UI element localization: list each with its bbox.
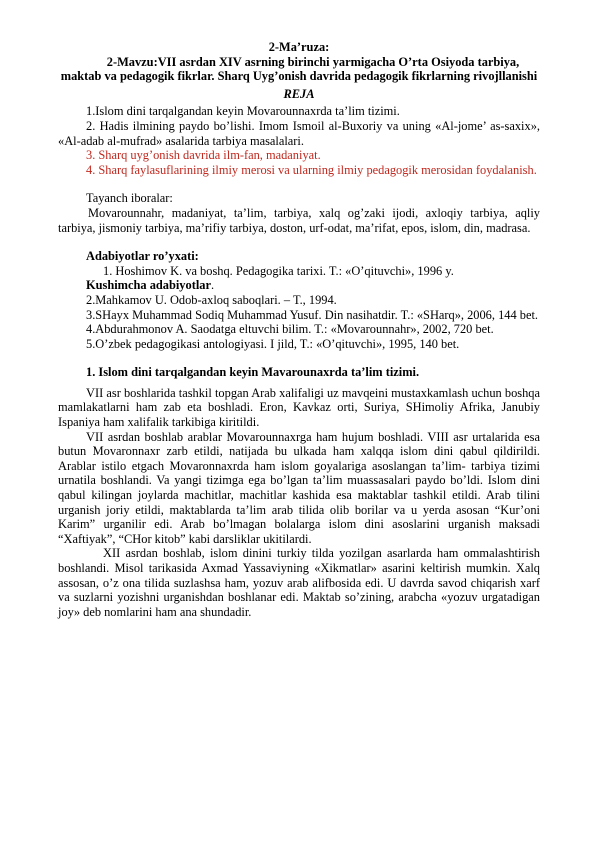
- extra-literature-heading-text: Kushimcha adabiyotlar: [86, 278, 211, 293]
- keywords-text: Movarounnahr, madaniyat, ta’lim, tarbiya, xalq og’zaki ijodi, axloqiy tarbiya, aqliy tarbiya, jismoniy tarbiya, ma’rifiy tarbiya, doston, urf-odat, ma’rifat, epos, islom, din, madrasa.: [58, 205, 540, 235]
- plan-heading: REJA: [283, 86, 315, 101]
- plan-item-3: 3. Sharq uyg’onish davrida ilm-fan, madaniyat.: [86, 148, 321, 163]
- plan-item-2: 2. Hadis ilmining paydo bo’lishi. Imom Ismoil al-Buxoriy va uning «Al-jome’ as-saxix», «Al-adab al-mufrad» asalarida tarbiya masalalari.: [58, 118, 540, 148]
- literature-item-2: 2.Mahkamov U. Odob-axloq saboqlari. – T., 1994.: [86, 292, 337, 307]
- section-1-heading: 1. Islom dini tarqalgandan keyin Mavarounaxrda ta’lim tizimi.: [86, 365, 420, 380]
- topic-title: 2-Mavzu:VII asrdan XIV asrning birinchi yarmigacha O’rta Osiyoda tarbiya, maktab va pedagogik fikrlar. Sharq Uyg’onish davrida pedagogik fikrlarning rivojllanishi: [60, 54, 538, 84]
- section-1-paragraph-1: VII asr boshlarida tashkil topgan Arab xalifaligi uz mavqeini mustaxkamlash uchun boshqa mamlakatlarni ham zab eta boshladi. Eron, Kavkaz orti, Suriya, SHimoliy Afrika, Janubiy Ispaniya ham xalifalik tarkibiga kiritildi.: [58, 385, 540, 430]
- literature-item-5: 5.O’zbek pedagogikasi antologiyasi. I jild, T.: «O’qituvchi», 1995, 140 bet.: [86, 336, 460, 351]
- section-1-paragraph-2: VII asrdan boshlab arablar Movarounnaxrga ham hujum boshladi. VIII asr urtalarida esa butun Movaronnaxr zarb etildi, natijada bu ulkada ham xalqqa islom dini qabul qildirildi. Arablar istilo etgach Movaronnaxrda ham islom goyalariga asoslangan ta’lim- tarbiya tizimi urnatila boshlandi. Va yangi tizimga ega bo’lgan ta’lim muassasalari paydo bo’ldi. Islom dini qabul kilingan joylarda machitlar, machitlar kashida esa maktablar tashkil etildi. Arab tilini urganish joriy etildi, maktablarda ta’lim arab tilida olib borilar va u yerda asosan “Kur’oni Karim” urganilir edi. Arab bo’lmagan bolalarga islom dini asoslarini urganish maksadi “Xaftiyak”, “CHor kitob” kabi darsliklar ukitilardi.: [58, 429, 540, 546]
- literature-item-4: 4.Abdurahmonov A. Saodatga eltuvchi bilim. T.: «Movarounnahr», 2002, 720 bet.: [86, 322, 494, 337]
- keywords-heading: Tayanch iboralar:: [86, 191, 173, 206]
- document-page: [58, 40, 540, 619]
- extra-literature-heading: [58, 278, 540, 293]
- lecture-number: 2-Ma’ruza:: [268, 40, 330, 54]
- plan-item-1: 1.Islom dini tarqalgandan keyin Movarounnaxrda ta’lim tizimi.: [86, 104, 400, 119]
- plan-item-4: 4. Sharq faylasuflarining ilmiy merosi va ularning ilmiy pedagogik merosidan foydalanish.: [86, 162, 537, 177]
- literature-heading: Adabiyotlar ro’yxati:: [86, 249, 199, 264]
- literature-main: 1. Hoshimov K. va boshq. Pedagogika tarixi. T.: «O’qituvchi», 1996 y.: [103, 263, 454, 278]
- literature-item-3: 3.SHayx Muhammad Sodiq Muhammad Yusuf. Din nasihatdir. T.: «SHarq», 2006, 144 bet.: [86, 307, 538, 322]
- extra-literature-heading-suffix: .: [210, 278, 215, 293]
- section-1-paragraph-3: XII asrdan boshlab, islom dinini turkiy tilda yozilgan asarlarda ham ommalashtirish boshlandi. Misol tarikasida Axmad Yassaviyning «Xikmatlar» asarini keltirish mumkin. Xalq assosan, o’z ona tilida suzlashsa ham, yozuv arab alifbosida edi. U davrda savod chiqarish xarf va suzlarni yozishni urganishdan boshlanar edi. Maktab so’zining, arabcha «yozuv urgatadigan joy» deb nomlarini ham ana shundadir.: [58, 546, 540, 619]
